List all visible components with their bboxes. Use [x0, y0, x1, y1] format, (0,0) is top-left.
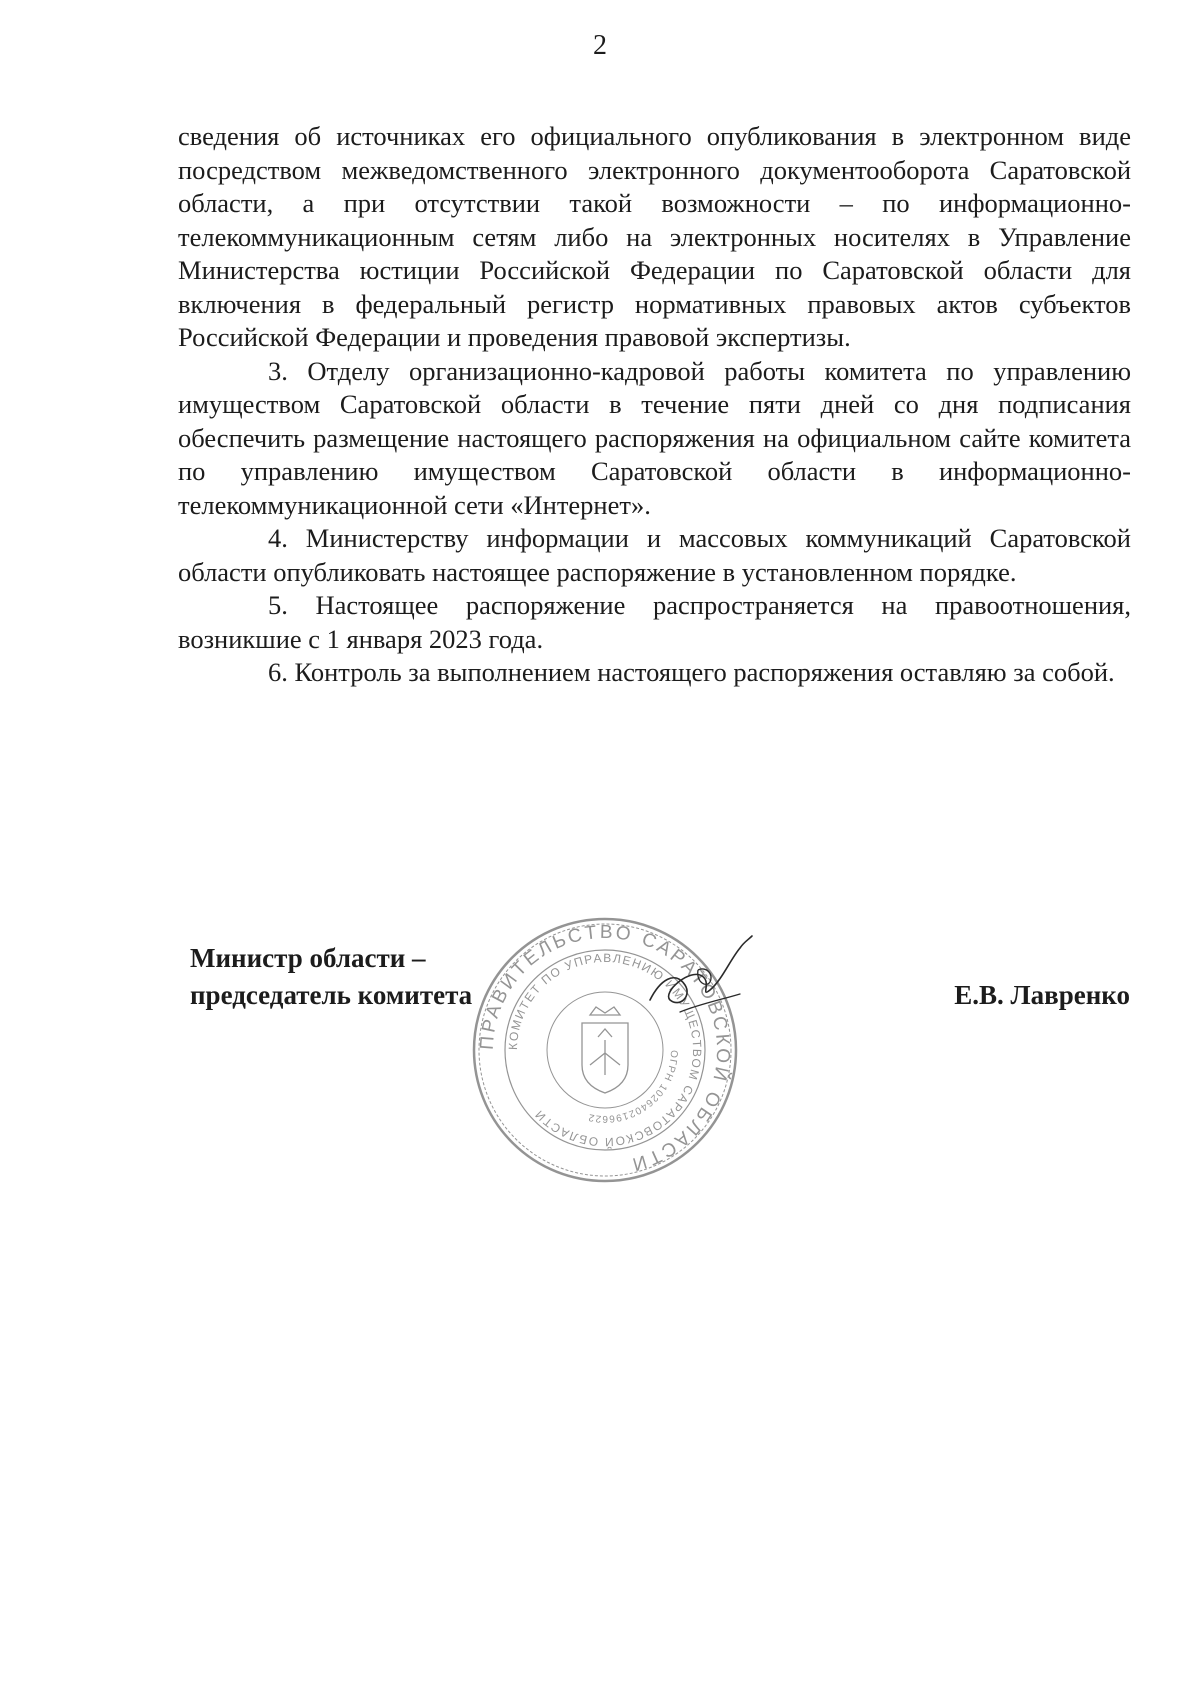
page-number: 2 — [593, 30, 607, 61]
paragraph-item-6: 6. Контроль за выполнением настоящего распоряжения оставляю за собой. — [268, 657, 1115, 687]
paragraph-item-3: 3. Отделу организационно-кадровой работы комитета по управлению имуществом Саратовской области в течение пяти дней со дня подписания обеспечить размещение настоящего распоряжения на официальном сайте комитета по управлению имуществом Саратовской области в информационно-телекоммуникационной сети «Интернет». — [178, 355, 1131, 520]
document-body — [178, 120, 1131, 690]
signatory-title-line-2: председатель комитета — [190, 980, 473, 1010]
coat-of-arms-icon — [582, 1007, 628, 1093]
signatory-title-line-1: Министр области – — [190, 943, 426, 973]
handwritten-signature — [640, 930, 760, 1030]
signatory-title — [190, 940, 472, 1014]
seal-inner-text: КОМИТЕТ ПО УПРАВЛЕНИЮ ИМУЩЕСТВОМ САРАТОВСКОЙ ОБЛАСТИ — [505, 950, 705, 1150]
seal-outer-text: ПРАВИТЕЛЬСТВО САРАТОВСКОЙ ОБЛАСТИ — [476, 921, 734, 1176]
paragraph-item-4: 4. Министерству информации и массовых коммуникаций Саратовской области опубликовать настоящее распоряжение в установленном порядке. — [178, 523, 1131, 587]
paragraph-continuation: сведения об источниках его официального опубликования в электронном виде посредством межведомственного электронного документооборота Саратовской области, а при отсутствии такой возможности – по информационно-телекоммуникационным сетям либо на электронных носителях в Управление Министерства юстиции Российской Федерации по Саратовской области для включения в федеральный регистр нормативных правовых актов субъектов Российской Федерации и проведения правовой экспертизы. — [178, 121, 1131, 352]
seal-ogrn-text: ОГРН 1026402196622 — [586, 1049, 680, 1125]
paragraph-item-5: 5. Настоящее распоряжение распространяется на правоотношения, возникшие с 1 января 2023 года. — [178, 590, 1131, 654]
signatory-name: Е.В. Лавренко — [954, 980, 1130, 1010]
